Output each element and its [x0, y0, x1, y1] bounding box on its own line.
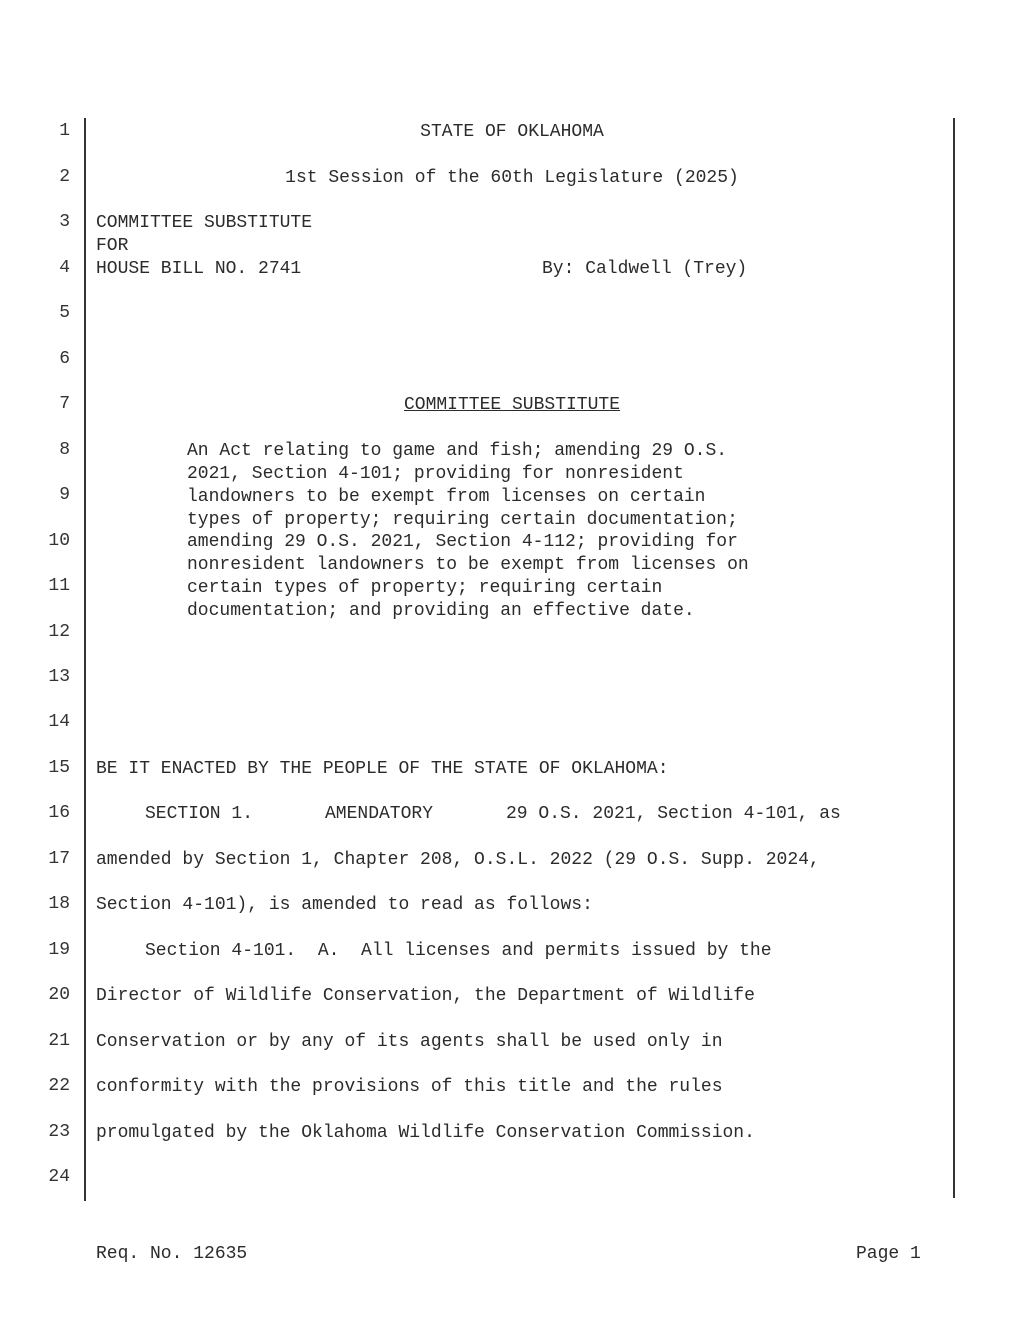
right-margin-rule [953, 118, 955, 1198]
line-number: 1 [59, 121, 70, 141]
line-number: 24 [48, 1167, 70, 1187]
body-line: Conservation or by any of its agents shall be used only in [96, 1032, 723, 1052]
left-margin-rule [84, 118, 86, 1201]
substitute-label: COMMITTEE SUBSTITUTE [96, 213, 313, 233]
line-number: 12 [48, 622, 70, 642]
committee-substitute-heading: COMMITTEE SUBSTITUTE [403, 395, 621, 415]
line-number: 23 [48, 1122, 70, 1142]
bill-number: HOUSE BILL NO. 2741 [96, 259, 302, 279]
line-number: 20 [48, 985, 70, 1005]
line-number: 3 [59, 212, 70, 232]
session-heading: 1st Session of the 60th Legislature (2025) [285, 168, 739, 188]
body-line: Section 4-101. A. All licenses and permits issued by the [145, 941, 772, 961]
line-number: 14 [48, 712, 70, 732]
title-line: amending 29 O.S. 2021, Section 4-112; providing for [187, 532, 738, 552]
line-number: 15 [48, 758, 70, 778]
title-line: 2021, Section 4-101; providing for nonresident [187, 464, 684, 484]
line-number: 16 [48, 803, 70, 823]
title-line: landowners to be exempt from licenses on certain [187, 487, 706, 507]
line-number: 4 [59, 258, 70, 278]
line-number: 9 [59, 485, 70, 505]
body-line: conformity with the provisions of this title and the rules [96, 1077, 723, 1097]
body-line: amended by Section 1, Chapter 208, O.S.L. 2022 (29 O.S. Supp. 2024, [96, 850, 820, 870]
line-number: 17 [48, 849, 70, 869]
line-number: 7 [59, 394, 70, 414]
body-line: Director of Wildlife Conservation, the Department of Wildlife [96, 986, 755, 1006]
line-number: 11 [48, 576, 70, 596]
title-line: documentation; and providing an effective date. [187, 601, 695, 621]
title-line: nonresident landowners to be exempt from licenses on [187, 555, 749, 575]
request-number: Req. No. 12635 [96, 1244, 248, 1264]
page-number: Page 1 [856, 1244, 921, 1264]
bill-author: By: Caldwell (Trey) [542, 259, 748, 279]
title-line: certain types of property; requiring certain [187, 578, 663, 598]
section-citation: 29 O.S. 2021, Section 4-101, as [506, 804, 841, 824]
line-number: 21 [48, 1031, 70, 1051]
line-number: 2 [59, 167, 70, 187]
title-line: types of property; requiring certain documentation; [187, 510, 738, 530]
section-type: AMENDATORY [325, 804, 434, 824]
line-number: 6 [59, 349, 70, 369]
body-line: Section 4-101), is amended to read as follows: [96, 895, 593, 915]
line-number: 18 [48, 894, 70, 914]
substitute-for: FOR [96, 236, 129, 256]
body-line: promulgated by the Oklahoma Wildlife Conservation Commission. [96, 1123, 755, 1143]
line-number: 8 [59, 440, 70, 460]
line-number: 5 [59, 303, 70, 323]
section-label: SECTION 1. [145, 804, 254, 824]
line-number: 13 [48, 667, 70, 687]
line-number: 19 [48, 940, 70, 960]
enacting-clause: BE IT ENACTED BY THE PEOPLE OF THE STATE OF OKLAHOMA: [96, 759, 669, 779]
state-heading: STATE OF OKLAHOMA [420, 122, 604, 142]
line-number: 22 [48, 1076, 70, 1096]
title-line: An Act relating to game and fish; amending 29 O.S. [187, 441, 728, 461]
line-number: 10 [48, 531, 70, 551]
